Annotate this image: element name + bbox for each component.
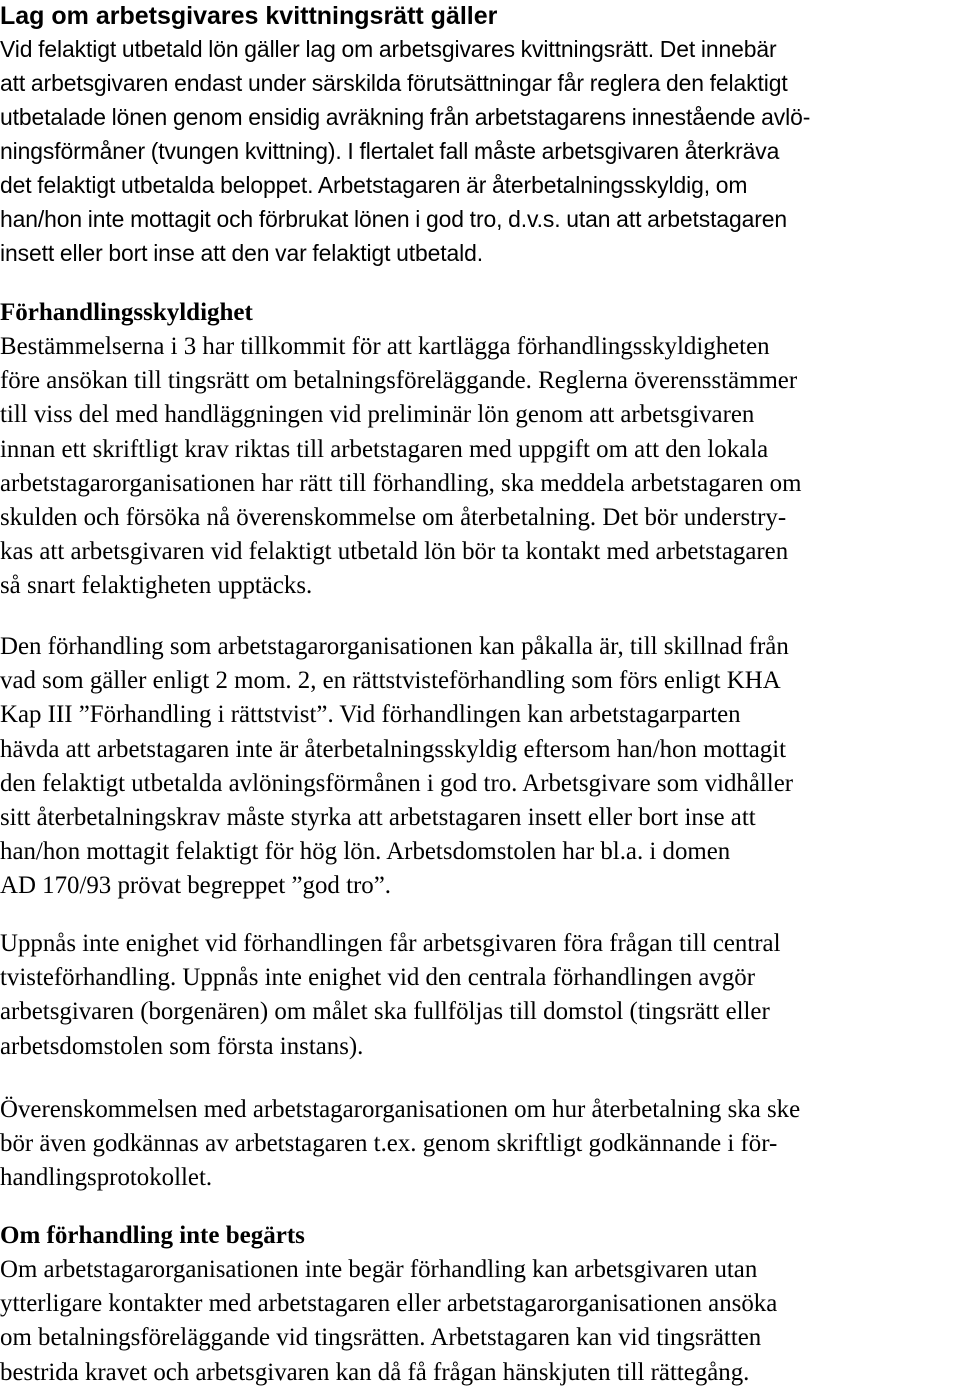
section-overenskommelse (0, 1093, 960, 1196)
text-line: Om arbetstagarorganisationen inte begär förhandling kan arbetsgivaren utan (0, 1256, 758, 1283)
section-heading: Förhandlingsskyldighet (0, 299, 253, 326)
text-line: tvisteförhandling. Uppnås inte enighet vid den centrala förhandlingen avgör (0, 964, 756, 992)
section-paragraph (0, 927, 960, 1064)
text-line: ningsförmåner (tvungen kvittning). I flertalet fall måste arbetsgivaren återkräva (0, 138, 780, 164)
text-line: Den förhandling som arbetstagarorganisationen kan påkalla är, till skillnad från (0, 633, 789, 660)
text-line: så snart felaktigheten upptäcks. (0, 572, 313, 600)
text-line: Bestämmelserna i 3 har tillkommit för att kartlägga förhandlingsskyldigheten (0, 333, 770, 360)
text-line: han/hon inte mottagit och förbrukat lönen i god tro, d.v.s. utan att arbetstagaren (0, 206, 788, 232)
section-om-forhandling-inte-begarts (0, 1219, 960, 1390)
text-line: Uppnås inte enighet vid förhandlingen får arbetsgivaren föra frågan till central (0, 930, 781, 957)
text-line: att arbetsgivaren endast under särskilda förutsättningar får reglera den felaktigt (0, 70, 788, 96)
text-line: handlingsprotokollet. (0, 1164, 213, 1192)
text-line: Vid felaktigt utbetald lön gäller lag om arbetsgivares kvittningsrätt. Det innebär (0, 36, 777, 62)
text-line: arbetstagarorganisationen har rätt till förhandling, ska meddela arbetstagaren om (0, 469, 802, 497)
text-line: han/hon mottagit felaktigt för hög lön. Arbetsdomstolen har bl.a. i domen (0, 838, 731, 866)
text-line: arbetsdomstolen som första instans). (0, 1032, 364, 1060)
text-line: vad som gäller enligt 2 mom. 2, en rättstvisteförhandling som förs enligt KHA (0, 667, 781, 695)
text-line: AD 170/93 prövat begreppet ”god tro”. (0, 872, 391, 900)
section-paragraph (0, 1253, 960, 1390)
text-line: skulden och försöka nå överenskommelse om återbetalning. Det bör understry- (0, 504, 787, 532)
text-line: om betalningsföreläggande vid tingsrätten. Arbetstagaren kan vid tingsrätten (0, 1324, 762, 1352)
section-kvittningsratt (0, 0, 960, 270)
text-line: till viss del med handläggningen vid preliminär lön genom att arbetsgivaren (0, 401, 755, 429)
text-line: utbetalade lönen genom ensidig avräkning från arbetstagarens innestående avlö- (0, 104, 811, 130)
text-line: hävda att arbetstagaren inte är återbetalningsskyldig eftersom han/hon mottagit (0, 735, 787, 763)
section-forhandlingsskyldighet (0, 296, 960, 604)
text-line: sitt återbetalningskrav måste styrka att arbetstagaren insett eller bort inse att (0, 804, 756, 832)
text-line: den felaktigt utbetalda avlöningsförmånen i god tro. Arbetsgivare som vidhåller (0, 769, 794, 797)
section-paragraph (0, 330, 960, 604)
section-central-tvisteforhandling (0, 927, 960, 1064)
text-line: före ansökan till tingsrätt om betalningsföreläggande. Reglerna överensstämmer (0, 367, 798, 395)
text-line: ytterligare kontakter med arbetstagaren eller arbetstagarorganisationen ansöka (0, 1290, 778, 1318)
section-paragraph (0, 32, 960, 270)
section-heading: Om förhandling inte begärts (0, 1222, 305, 1249)
section-paragraph (0, 1093, 960, 1196)
text-line: bestrida kravet och arbetsgivaren kan då få frågan hänskjuten till rättegång. (0, 1358, 750, 1386)
text-line: insett eller bort inse att den var felaktigt utbetald. (0, 240, 484, 266)
section-heading: Lag om arbetsgivares kvittningsrätt gäller (0, 2, 498, 30)
text-line: arbetsgivaren (borgenären) om målet ska fullföljas till domstol (tingsrätt eller (0, 998, 770, 1026)
text-line: innan ett skriftligt krav riktas till arbetstagaren med uppgift om att den lokala (0, 435, 769, 463)
text-line: det felaktigt utbetalda beloppet. Arbetstagaren är återbetalningsskyldig, om (0, 172, 748, 198)
section-rattstvisteforhandling (0, 630, 960, 904)
section-paragraph (0, 630, 960, 904)
text-line: kas att arbetsgivaren vid felaktigt utbetald lön bör ta kontakt med arbetstagaren (0, 538, 789, 566)
text-line: Överenskommelsen med arbetstagarorganisationen om hur återbetalning ska ske (0, 1096, 801, 1123)
text-line: Kap III ”Förhandling i rättstvist”. Vid förhandlingen kan arbetstagarparten (0, 701, 741, 729)
text-line: bör även godkännas av arbetstagaren t.ex. genom skriftligt godkännande i för- (0, 1130, 778, 1158)
